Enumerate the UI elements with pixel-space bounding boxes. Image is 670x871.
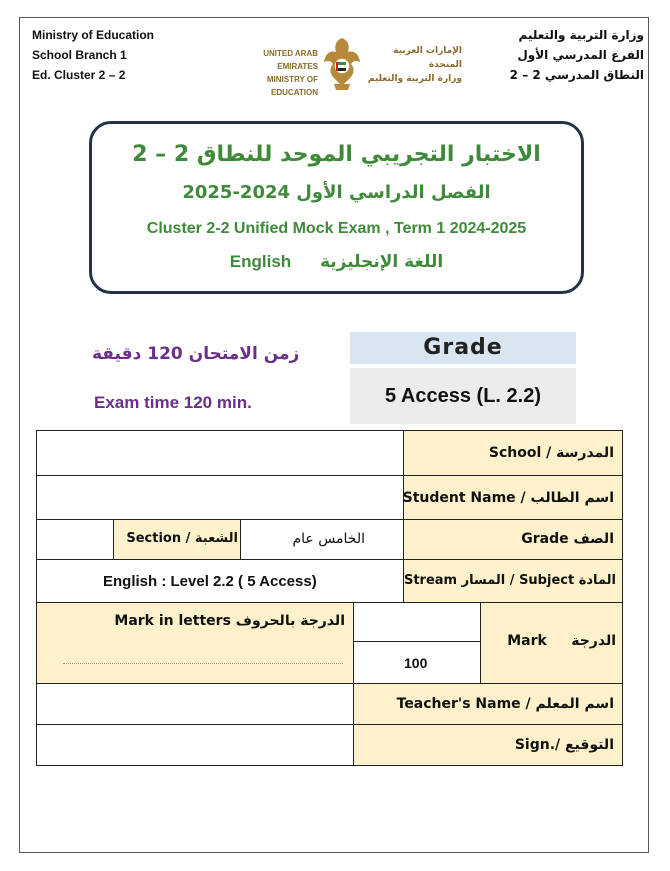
header-right-line: النطاق المدرسي 2 – 2 [509, 68, 644, 82]
mark-label-cell [480, 602, 623, 684]
header-left [32, 25, 154, 85]
ministry-name-en [222, 47, 318, 99]
student-name-field[interactable] [36, 475, 404, 520]
header-right [510, 25, 644, 85]
student-name-label-cell [403, 475, 623, 520]
ministry-en-line: MINISTRY OF EDUCATION [266, 75, 318, 97]
mark-label: الدرجة Mark [507, 633, 616, 649]
school-label: المدرسة / School [488, 445, 614, 461]
section-field[interactable] [36, 519, 114, 560]
exam-time-en: Exam time 120 min. [94, 393, 252, 412]
subject-value-cell [36, 559, 404, 603]
mark-letters-label: الدرجة بالحروف Mark in letters [114, 613, 345, 629]
subject-label-cell [403, 559, 623, 603]
signature-label-cell [353, 724, 623, 766]
grade-label-cell [403, 519, 623, 560]
exam-title-ar: الاختبار التجريبي الموحد للنطاق 2 – 2 [132, 142, 541, 167]
header-left-line: Ed. Cluster 2 – 2 [32, 68, 126, 82]
subject-field-value: English : Level 2.2 ( 5 Access) [103, 573, 317, 590]
student-info-table [36, 430, 623, 766]
subject-en: English [229, 252, 292, 271]
header-right-line: الفرع المدرسي الأول [517, 48, 644, 62]
mark-total: 100 [404, 655, 428, 671]
grade-value-cell [240, 519, 404, 560]
school-field[interactable] [36, 430, 404, 476]
ministry-en-line: UNITED ARAB EMIRATES [263, 49, 318, 71]
school-label-cell [403, 430, 623, 476]
section-label: الشعبة / Section [126, 531, 238, 546]
ministry-ar-line: الإمارات العربية المتحدة [393, 46, 462, 70]
ministry-name-ar [362, 44, 462, 86]
signature-label: التوقيع /.Sign [514, 737, 614, 753]
term-title-ar: الفصل الدراسي الأول 2024-2025 [182, 182, 491, 203]
signature-field[interactable] [36, 724, 354, 766]
student-name-label: اسم الطالب / Student Name [402, 490, 614, 506]
mark-total-cell [353, 641, 481, 684]
teacher-label: اسم المعلم / Teacher's Name [396, 696, 614, 712]
uae-emblem-icon [322, 34, 362, 92]
ministry-ar-line: وزارة التربية والتعليم [367, 74, 462, 84]
subject-ar: اللغة الإنجليزية [319, 252, 444, 272]
grade-value: 5 Access (L. 2.2) [350, 368, 576, 424]
subject-title [92, 252, 581, 272]
grade-heading: Grade [350, 332, 576, 364]
subject-label: المادة Subject / المسار Stream [403, 573, 616, 588]
teacher-label-cell [353, 683, 623, 725]
teacher-name-field[interactable] [36, 683, 354, 725]
header-left-line: Ministry of Education [32, 28, 155, 42]
header-left-line: School Branch 1 [32, 48, 127, 62]
grade-label: الصف Grade [521, 531, 614, 547]
mark-letters-cell[interactable] [36, 602, 354, 684]
section-label-cell [113, 519, 241, 560]
mark-score-field[interactable] [353, 602, 481, 642]
exam-time-ar: زمن الامتحان 120 دقيقة [92, 344, 300, 364]
exam-title-en: Cluster 2-2 Unified Mock Exam , Term 1 2024-2025 [146, 220, 527, 237]
grade-field-value: الخامس عام [292, 531, 365, 547]
exam-title-box [89, 121, 584, 294]
header-right-line: وزارة التربية والتعليم [518, 28, 644, 42]
mark-letters-dotted-line [63, 663, 343, 664]
